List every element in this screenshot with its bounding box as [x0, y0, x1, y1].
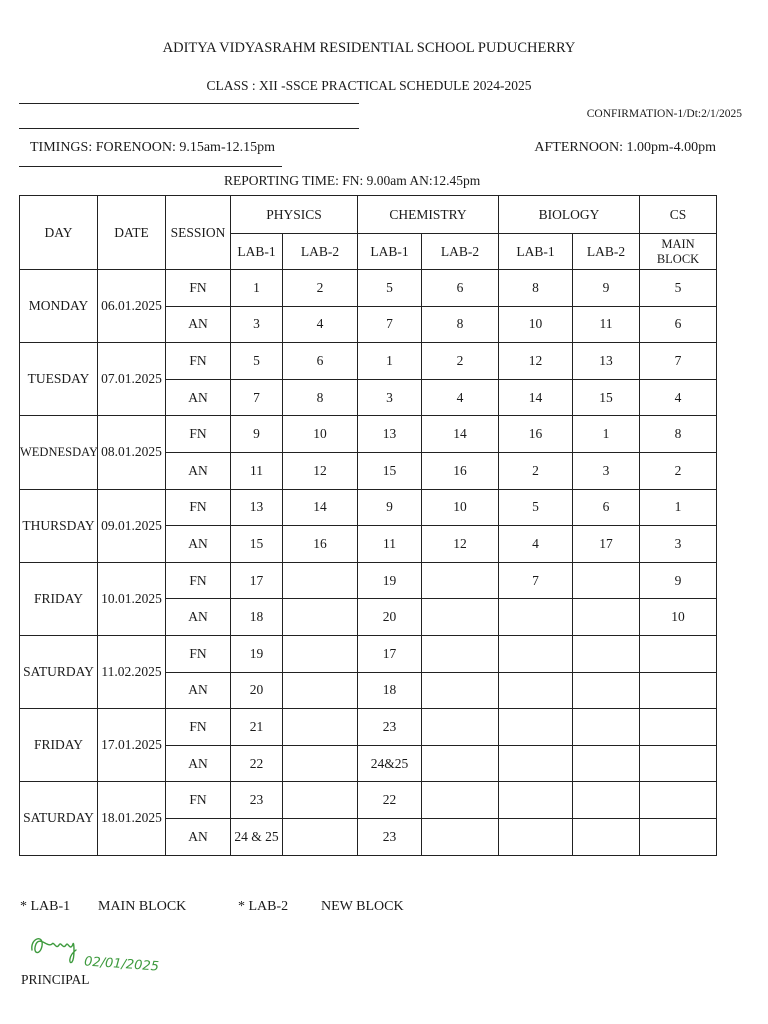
roll-number-cell: [499, 635, 573, 672]
practical-schedule-table: [19, 195, 717, 856]
roll-number-cell: 3: [358, 379, 422, 416]
legend-lab1-key: * LAB-1: [20, 899, 71, 914]
header-date: DATE: [98, 196, 166, 270]
roll-number-cell: [573, 782, 640, 819]
roll-number-cell: [283, 818, 358, 855]
roll-number-cell: [422, 562, 499, 599]
roll-number-cell: 13: [573, 343, 640, 380]
roll-number-cell: 20: [231, 672, 283, 709]
roll-number-cell: [499, 672, 573, 709]
school-title: ADITYA VIDYASRAHM RESIDENTIAL SCHOOL PUDUCHERRY: [162, 40, 576, 56]
subheader-chemistry-lab2: LAB-2: [422, 234, 499, 270]
roll-number-cell: 14: [422, 416, 499, 453]
roll-number-cell: [573, 599, 640, 636]
principal-signature: [28, 930, 88, 966]
roll-number-cell: 2: [499, 452, 573, 489]
roll-number-cell: 3: [640, 526, 717, 563]
session-cell: AN: [166, 452, 231, 489]
session-cell: AN: [166, 526, 231, 563]
roll-number-cell: 7: [358, 306, 422, 343]
roll-number-cell: 23: [231, 782, 283, 819]
roll-number-cell: 18: [231, 599, 283, 636]
session-cell: FN: [166, 343, 231, 380]
roll-number-cell: 4: [283, 306, 358, 343]
roll-number-cell: [573, 818, 640, 855]
day-cell: TUESDAY: [20, 343, 98, 416]
roll-number-cell: 5: [358, 270, 422, 307]
signature-date: 02/01/2025: [83, 954, 160, 975]
roll-number-cell: [283, 562, 358, 599]
roll-number-cell: [283, 745, 358, 782]
roll-number-cell: 2: [283, 270, 358, 307]
roll-number-cell: [422, 635, 499, 672]
header-rule-1: [19, 103, 359, 104]
session-cell: AN: [166, 306, 231, 343]
roll-number-cell: [422, 672, 499, 709]
roll-number-cell: 8: [422, 306, 499, 343]
table-row: [20, 270, 717, 307]
roll-number-cell: 2: [640, 452, 717, 489]
roll-number-cell: 5: [640, 270, 717, 307]
roll-number-cell: 9: [573, 270, 640, 307]
roll-number-cell: 4: [499, 526, 573, 563]
roll-number-cell: 15: [573, 379, 640, 416]
roll-number-cell: 10: [499, 306, 573, 343]
date-cell: 18.01.2025: [98, 782, 166, 855]
roll-number-cell: 6: [640, 306, 717, 343]
roll-number-cell: [422, 599, 499, 636]
roll-number-cell: [573, 709, 640, 746]
roll-number-cell: [283, 782, 358, 819]
roll-number-cell: 17: [573, 526, 640, 563]
day-cell: SATURDAY: [20, 782, 98, 855]
legend-lab1-value: MAIN BLOCK: [98, 899, 187, 914]
session-cell: FN: [166, 782, 231, 819]
roll-number-cell: [573, 672, 640, 709]
roll-number-cell: 13: [358, 416, 422, 453]
date-cell: 10.01.2025: [98, 562, 166, 635]
roll-number-cell: 23: [358, 818, 422, 855]
roll-number-cell: 12: [283, 452, 358, 489]
date-cell: 06.01.2025: [98, 270, 166, 343]
roll-number-cell: 1: [640, 489, 717, 526]
day-cell: MONDAY: [20, 270, 98, 343]
session-cell: FN: [166, 635, 231, 672]
roll-number-cell: 1: [573, 416, 640, 453]
header-biology: BIOLOGY: [499, 196, 640, 234]
header-chemistry: CHEMISTRY: [358, 196, 499, 234]
legend-lab2-key: * LAB-2: [238, 899, 289, 914]
session-cell: FN: [166, 489, 231, 526]
header-session: SESSION: [166, 196, 231, 270]
table-row: [20, 343, 717, 380]
roll-number-cell: [573, 745, 640, 782]
table-row: [20, 416, 717, 453]
roll-number-cell: [499, 709, 573, 746]
roll-number-cell: [640, 709, 717, 746]
roll-number-cell: 24&25: [358, 745, 422, 782]
date-cell: 17.01.2025: [98, 709, 166, 782]
session-cell: FN: [166, 709, 231, 746]
roll-number-cell: [640, 672, 717, 709]
roll-number-cell: 2: [422, 343, 499, 380]
table-row: [20, 562, 717, 599]
roll-number-cell: 8: [283, 379, 358, 416]
date-cell: 09.01.2025: [98, 489, 166, 562]
confirmation-note: CONFIRMATION-1/Dt:2/1/2025: [586, 108, 742, 120]
day-cell: FRIDAY: [20, 709, 98, 782]
roll-number-cell: 22: [358, 782, 422, 819]
date-cell: 11.02.2025: [98, 635, 166, 708]
header-day: DAY: [20, 196, 98, 270]
principal-label: PRINCIPAL: [21, 972, 90, 987]
roll-number-cell: [422, 709, 499, 746]
day-cell: FRIDAY: [20, 562, 98, 635]
roll-number-cell: 21: [231, 709, 283, 746]
table-row: [20, 635, 717, 672]
schedule-title: CLASS : XII -SSCE PRACTICAL SCHEDULE 2024-2025: [206, 78, 532, 93]
roll-number-cell: 3: [573, 452, 640, 489]
roll-number-cell: 10: [640, 599, 717, 636]
afternoon-timings: AFTERNOON: 1.00pm-4.00pm: [534, 140, 716, 155]
subheader-biology-lab1: LAB-1: [499, 234, 573, 270]
roll-number-cell: 8: [640, 416, 717, 453]
roll-number-cell: 5: [499, 489, 573, 526]
roll-number-cell: [422, 818, 499, 855]
reporting-time: REPORTING TIME: FN: 9.00am AN:12.45pm: [224, 173, 481, 188]
roll-number-cell: 6: [283, 343, 358, 380]
roll-number-cell: 1: [231, 270, 283, 307]
roll-number-cell: 11: [573, 306, 640, 343]
roll-number-cell: 10: [283, 416, 358, 453]
roll-number-cell: 24 & 25: [231, 818, 283, 855]
roll-number-cell: [640, 745, 717, 782]
roll-number-cell: [640, 635, 717, 672]
schedule-body: [20, 270, 717, 856]
roll-number-cell: 20: [358, 599, 422, 636]
subheader-biology-lab2: LAB-2: [573, 234, 640, 270]
table-row: [20, 709, 717, 746]
roll-number-cell: [422, 745, 499, 782]
roll-number-cell: [499, 818, 573, 855]
roll-number-cell: [640, 782, 717, 819]
day-cell: WEDNESDAY: [20, 416, 98, 489]
roll-number-cell: 4: [422, 379, 499, 416]
roll-number-cell: 1: [358, 343, 422, 380]
session-cell: AN: [166, 672, 231, 709]
roll-number-cell: 13: [231, 489, 283, 526]
date-cell: 07.01.2025: [98, 343, 166, 416]
roll-number-cell: 4: [640, 379, 717, 416]
roll-number-cell: 11: [231, 452, 283, 489]
roll-number-cell: 23: [358, 709, 422, 746]
header-cs: CS: [640, 196, 717, 234]
date-cell: 08.01.2025: [98, 416, 166, 489]
session-cell: AN: [166, 599, 231, 636]
day-cell: THURSDAY: [20, 489, 98, 562]
roll-number-cell: 17: [358, 635, 422, 672]
roll-number-cell: [573, 635, 640, 672]
roll-number-cell: [283, 599, 358, 636]
legend-lab2-value: NEW BLOCK: [321, 899, 404, 914]
subheader-physics-lab2: LAB-2: [283, 234, 358, 270]
session-cell: FN: [166, 270, 231, 307]
header-rule-2: [19, 128, 359, 129]
session-cell: AN: [166, 379, 231, 416]
roll-number-cell: [283, 709, 358, 746]
roll-number-cell: 10: [422, 489, 499, 526]
session-cell: FN: [166, 416, 231, 453]
roll-number-cell: 14: [283, 489, 358, 526]
session-cell: AN: [166, 818, 231, 855]
roll-number-cell: 16: [283, 526, 358, 563]
roll-number-cell: 7: [231, 379, 283, 416]
header-rule-3: [19, 166, 282, 167]
roll-number-cell: 5: [231, 343, 283, 380]
roll-number-cell: [573, 562, 640, 599]
subheader-cs-main-block: MAIN BLOCK: [640, 234, 717, 270]
roll-number-cell: [499, 745, 573, 782]
forenoon-timings: TIMINGS: FORENOON: 9.15am-12.15pm: [30, 140, 275, 155]
session-cell: FN: [166, 562, 231, 599]
session-cell: AN: [166, 745, 231, 782]
roll-number-cell: 12: [499, 343, 573, 380]
roll-number-cell: [422, 782, 499, 819]
roll-number-cell: [283, 635, 358, 672]
roll-number-cell: 9: [358, 489, 422, 526]
roll-number-cell: 9: [231, 416, 283, 453]
table-row: [20, 782, 717, 819]
roll-number-cell: [499, 782, 573, 819]
roll-number-cell: 3: [231, 306, 283, 343]
roll-number-cell: 7: [499, 562, 573, 599]
roll-number-cell: 9: [640, 562, 717, 599]
subheader-physics-lab1: LAB-1: [231, 234, 283, 270]
roll-number-cell: [640, 818, 717, 855]
roll-number-cell: 17: [231, 562, 283, 599]
table-row: [20, 489, 717, 526]
roll-number-cell: 11: [358, 526, 422, 563]
roll-number-cell: 7: [640, 343, 717, 380]
roll-number-cell: 8: [499, 270, 573, 307]
subheader-chemistry-lab1: LAB-1: [358, 234, 422, 270]
roll-number-cell: 6: [422, 270, 499, 307]
roll-number-cell: 12: [422, 526, 499, 563]
roll-number-cell: 19: [358, 562, 422, 599]
roll-number-cell: 15: [358, 452, 422, 489]
roll-number-cell: 15: [231, 526, 283, 563]
roll-number-cell: 22: [231, 745, 283, 782]
day-cell: SATURDAY: [20, 635, 98, 708]
roll-number-cell: 18: [358, 672, 422, 709]
roll-number-cell: [499, 599, 573, 636]
header-physics: PHYSICS: [231, 196, 358, 234]
roll-number-cell: 19: [231, 635, 283, 672]
roll-number-cell: [283, 672, 358, 709]
roll-number-cell: 16: [422, 452, 499, 489]
roll-number-cell: 16: [499, 416, 573, 453]
roll-number-cell: 14: [499, 379, 573, 416]
roll-number-cell: 6: [573, 489, 640, 526]
